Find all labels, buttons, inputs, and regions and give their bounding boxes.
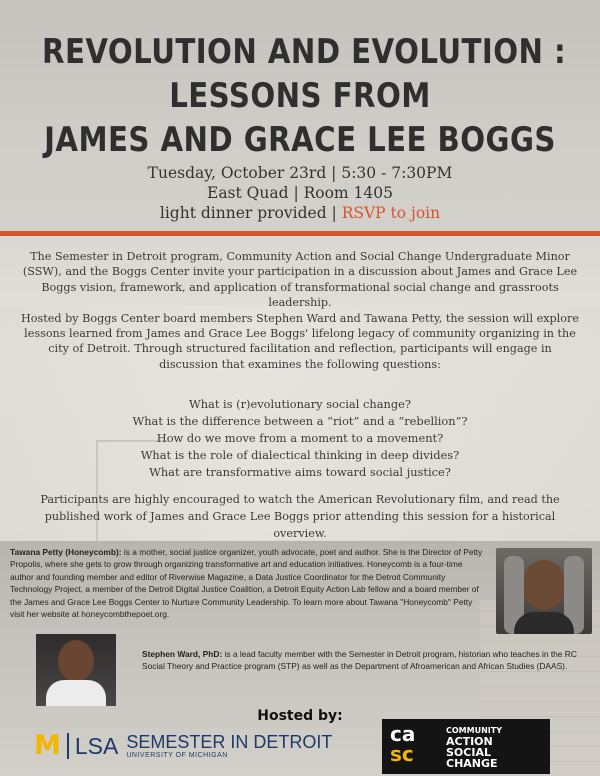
hosted-by-heading: Hosted by: (257, 708, 343, 724)
rsvp-link[interactable]: RSVP to join (341, 204, 441, 222)
casc-logo (382, 719, 550, 774)
casc-line: COMMUNITY (446, 725, 503, 735)
dinner-text: light dinner provided | (159, 204, 342, 222)
bio-text: is a mother, social justice organizer, youth advocate, poet and author. She is the Director of Petty Propolis, where she gets to grow through organizing transformative art and education initiatives. Honeycomb is a four-time author and founding member and editor of Riverwise Magazine, a Data Justice Coordinator for the Detroit Community Technology Project, a member of the Detroit Digital Justice Coalition, a Detroit Equity Action Lab fellow and a board member of the James and Grace Lee Boggs Center to Nurture Community Leadership. To learn more about Tawana "Honeycomb" Petty visit her website at honeycombthepoet.org. (10, 547, 483, 620)
bio-name: Stephen Ward, PhD: (142, 649, 223, 659)
event-details (0, 163, 600, 223)
casc-mark-top: ca (390, 722, 416, 746)
event-dinner-line (0, 203, 600, 223)
closing-paragraph: Participants are highly encouraged to watch the American Revolutionary film, and read the published work of James and Grace Lee Boggs prior attending this session for a historical overview. (40, 493, 560, 540)
sid-name: SEMESTER IN DETROIT (126, 731, 333, 752)
question-item: What is the role of dialectical thinking in deep divides? (140, 448, 460, 462)
lsa-wordmark: LSA (67, 733, 118, 759)
casc-mark-bottom: sc (390, 742, 414, 766)
event-title (42, 30, 567, 162)
question-item: What are transformative aims toward social justice? (149, 465, 451, 479)
casc-mark-icon (390, 724, 440, 769)
title-line-3: JAMES AND GRACE LEE BOGGS (44, 120, 556, 160)
question-item: What is (r)evolutionary social change? (189, 397, 411, 411)
bio-stephen-ward (142, 648, 592, 673)
semester-in-detroit-logo (34, 731, 332, 761)
intro-paragraph-1: The Semester in Detroit program, Community Action and Social Change Undergraduate Minor (SSW), and the Boggs Center invite your participation in a discussion about James and Grace Lee Boggs vision, framework, and application of transformational social change and grassroots leadership. (22, 250, 578, 310)
casc-line: ACTION (446, 734, 493, 748)
bio-tawana-petty (10, 546, 488, 620)
casc-wordmark (446, 725, 502, 769)
sid-university: UNIVERSITY OF MICHIGAN (126, 751, 228, 759)
intro-paragraph-2: Hosted by Boggs Center board members Stephen Ward and Tawana Petty, the session will explore lessons learned from James and Grace Lee Boggs' lifelong legacy of community organizing in the city of Detroit. Through structured facilitation and reflection, participants will engage in discussion that examines the following questions: (21, 311, 579, 371)
casc-line: SOCIAL (446, 745, 491, 759)
portrait-shirt (514, 612, 574, 634)
block-m-icon: M (34, 730, 61, 761)
event-date-time: Tuesday, October 23rd | 5:30 - 7:30PM (147, 164, 453, 182)
bio-name: Tawana Petty (Honeycomb): (10, 547, 122, 557)
event-location: East Quad | Room 1405 (207, 184, 393, 202)
title-line-1: REVOLUTION AND EVOLUTION : (42, 32, 567, 72)
portrait-face (522, 560, 566, 610)
portrait-face (58, 640, 94, 682)
photo-tawana-petty (496, 548, 592, 634)
sid-wordmark (126, 733, 332, 760)
bio-text: is a lead faculty member with the Semester in Detroit program, historian who teaches in the RC Social Theory and Practice program (STP) as well as the Department of Afroamerican and African Studies (DAAS). (142, 649, 577, 672)
intro-text (18, 249, 582, 372)
portrait-shirt (46, 680, 106, 706)
photo-stephen-ward (36, 634, 116, 706)
question-item: What is the difference between a “riot” and a “rebellion”? (132, 414, 468, 428)
question-list (0, 396, 600, 481)
casc-line: CHANGE (446, 756, 498, 770)
question-item: How do we move from a moment to a movement? (156, 431, 444, 445)
title-line-2: LESSONS FROM (169, 76, 431, 116)
